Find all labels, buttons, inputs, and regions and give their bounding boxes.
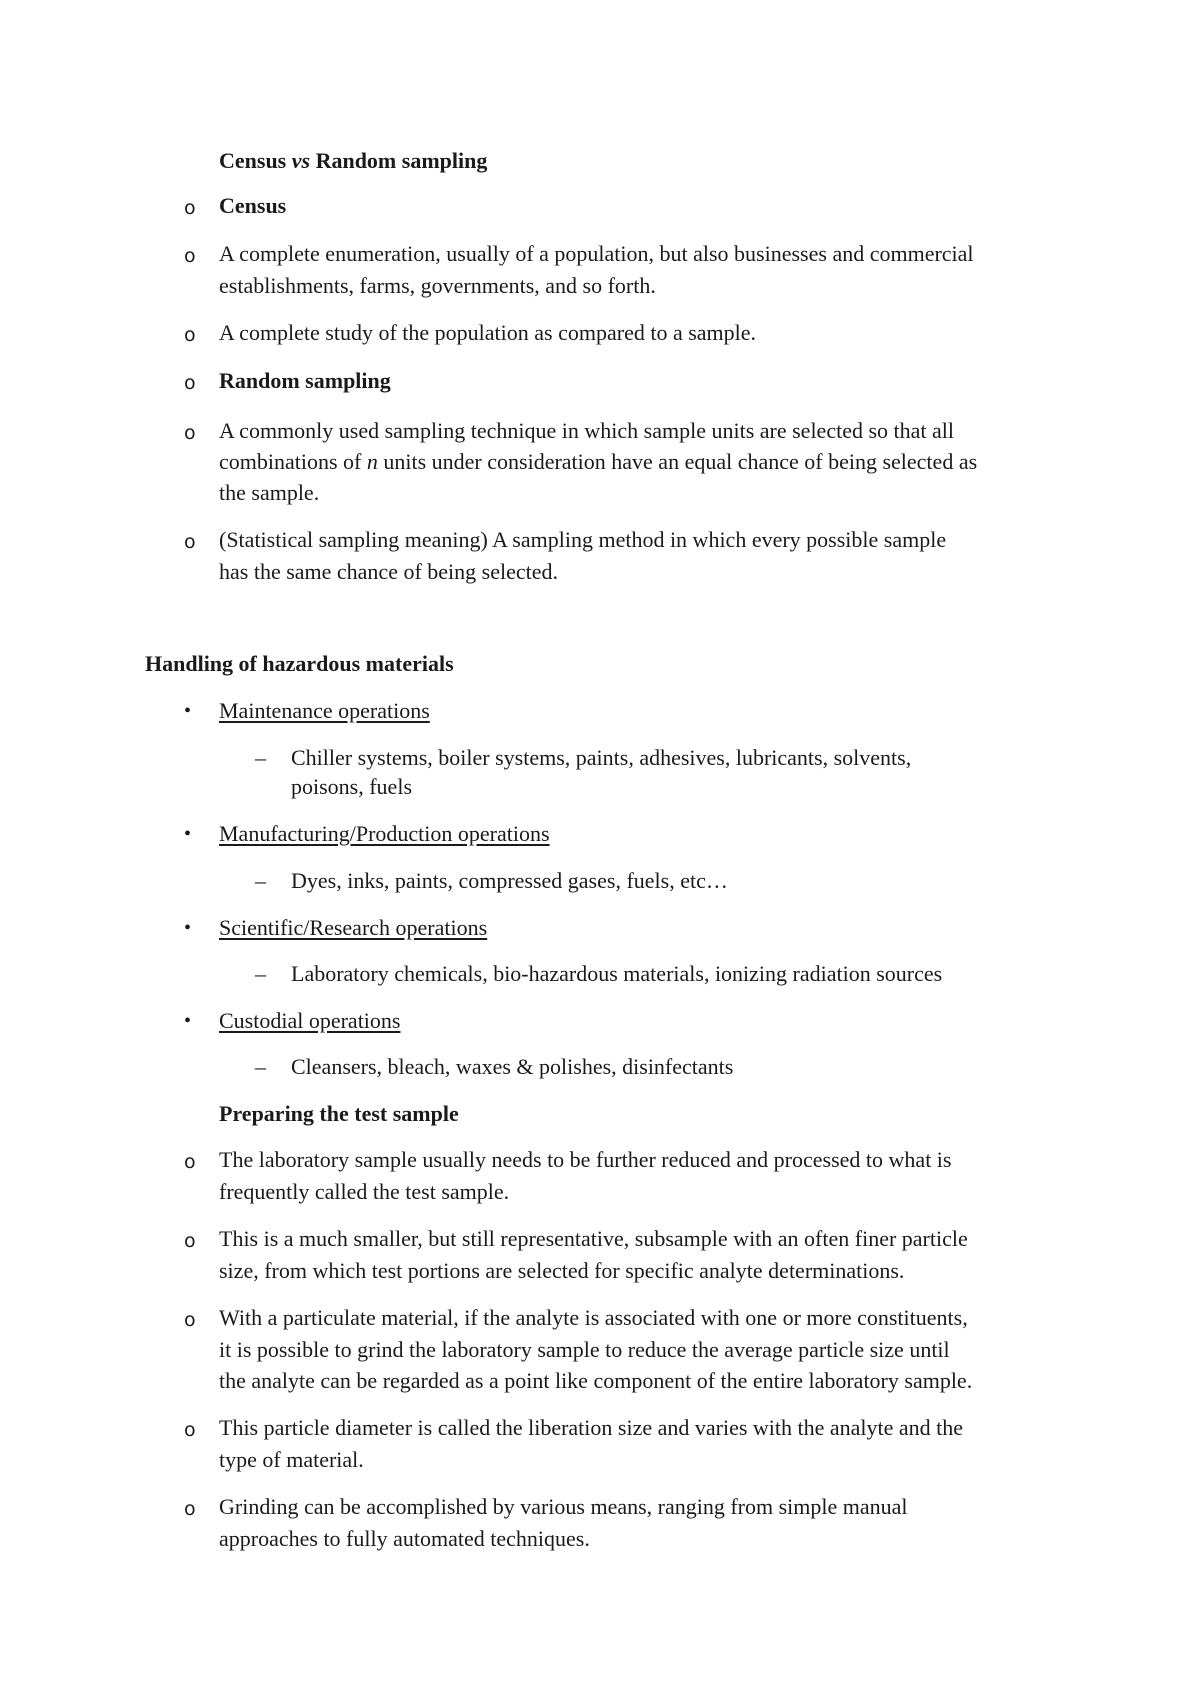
bullet-title: Manufacturing/Production operations bbox=[219, 821, 550, 846]
sub-item-text: Laboratory chemicals, bio-hazardous materials, ionizing radiation sources bbox=[291, 961, 943, 986]
list-item-text: With a particulate material, if the analyte is associated with one or more constituents, bbox=[219, 1305, 968, 1330]
sub-item-text: Dyes, inks, paints, compressed gases, fuels, etc… bbox=[291, 868, 728, 893]
dash-marker: – bbox=[255, 745, 266, 770]
bullet-marker: • bbox=[184, 823, 192, 845]
list-item-text: establishments, farms, governments, and so forth. bbox=[219, 273, 656, 298]
heading-vs: vs bbox=[291, 148, 311, 173]
list-marker: o bbox=[184, 1151, 196, 1173]
section-heading-test-sample: Preparing the test sample bbox=[219, 1101, 459, 1126]
list-marker: o bbox=[184, 245, 196, 267]
list-marker: o bbox=[184, 1419, 196, 1441]
list-item-text: approaches to fully automated techniques. bbox=[219, 1526, 590, 1551]
bullet-marker: • bbox=[184, 1010, 192, 1032]
bullet-title: Scientific/Research operations bbox=[219, 915, 488, 940]
list-item-text: (Statistical sampling meaning) A sampling method in which every possible sample bbox=[219, 527, 947, 552]
list-marker: o bbox=[184, 324, 196, 346]
list-item-text: frequently called the test sample. bbox=[219, 1179, 510, 1204]
sub-item-text: Chiller systems, boiler systems, paints, adhesives, lubricants, solvents, bbox=[291, 745, 912, 770]
heading-part: Random sampling bbox=[310, 148, 488, 173]
text-part: units under consideration have an equal chance of being selected as bbox=[377, 449, 978, 474]
list-item-text: the analyte can be regarded as a point like component of the entire laboratory sample. bbox=[219, 1368, 973, 1393]
variable-n: n bbox=[366, 449, 378, 474]
list-item-text bbox=[219, 446, 977, 478]
list-item-text: A complete study of the population as compared to a sample. bbox=[219, 320, 757, 345]
dash-marker: – bbox=[255, 961, 266, 986]
bullet-marker: • bbox=[184, 700, 192, 722]
list-item-text: type of material. bbox=[219, 1447, 364, 1472]
section-heading-hazardous-materials: Handling of hazardous materials bbox=[145, 651, 454, 676]
dash-marker: – bbox=[255, 868, 266, 893]
list-item-text: A complete enumeration, usually of a population, but also businesses and commercial bbox=[219, 241, 974, 266]
list-item-text: The laboratory sample usually needs to be further reduced and processed to what is bbox=[219, 1147, 952, 1172]
list-item-text: it is possible to grind the laboratory sample to reduce the average particle size until bbox=[219, 1337, 950, 1362]
list-marker: o bbox=[184, 422, 196, 444]
bullet-title: Maintenance operations bbox=[219, 698, 430, 723]
list-marker: o bbox=[184, 1230, 196, 1252]
sub-item-text: Cleansers, bleach, waxes & polishes, disinfectants bbox=[291, 1054, 734, 1079]
list-item-text: This particle diameter is called the liberation size and varies with the analyte and the bbox=[219, 1415, 964, 1440]
section-heading-census-vs-random bbox=[219, 145, 487, 177]
sub-item-text: poisons, fuels bbox=[291, 774, 412, 799]
list-item-title: Random sampling bbox=[219, 368, 391, 393]
list-item-text: size, from which test portions are selected for specific analyte determinations. bbox=[219, 1258, 905, 1283]
list-marker: o bbox=[184, 197, 196, 219]
list-marker: o bbox=[184, 372, 196, 394]
list-item-text: has the same chance of being selected. bbox=[219, 559, 559, 584]
list-item-title: Census bbox=[219, 193, 287, 218]
list-item-text: Grinding can be accomplished by various means, ranging from simple manual bbox=[219, 1494, 908, 1519]
dash-marker: – bbox=[255, 1054, 266, 1079]
list-marker: o bbox=[184, 1309, 196, 1331]
bullet-marker: • bbox=[184, 917, 192, 939]
list-marker: o bbox=[184, 1498, 196, 1520]
bullet-title: Custodial operations bbox=[219, 1008, 401, 1033]
list-item-text: This is a much smaller, but still representative, subsample with an often finer particle bbox=[219, 1226, 968, 1251]
text-part: combinations of bbox=[219, 449, 367, 474]
heading-part: Census bbox=[219, 148, 292, 173]
list-marker: o bbox=[184, 531, 196, 553]
list-item-text: A commonly used sampling technique in which sample units are selected so that all bbox=[219, 418, 955, 443]
list-item-text: the sample. bbox=[219, 480, 320, 505]
